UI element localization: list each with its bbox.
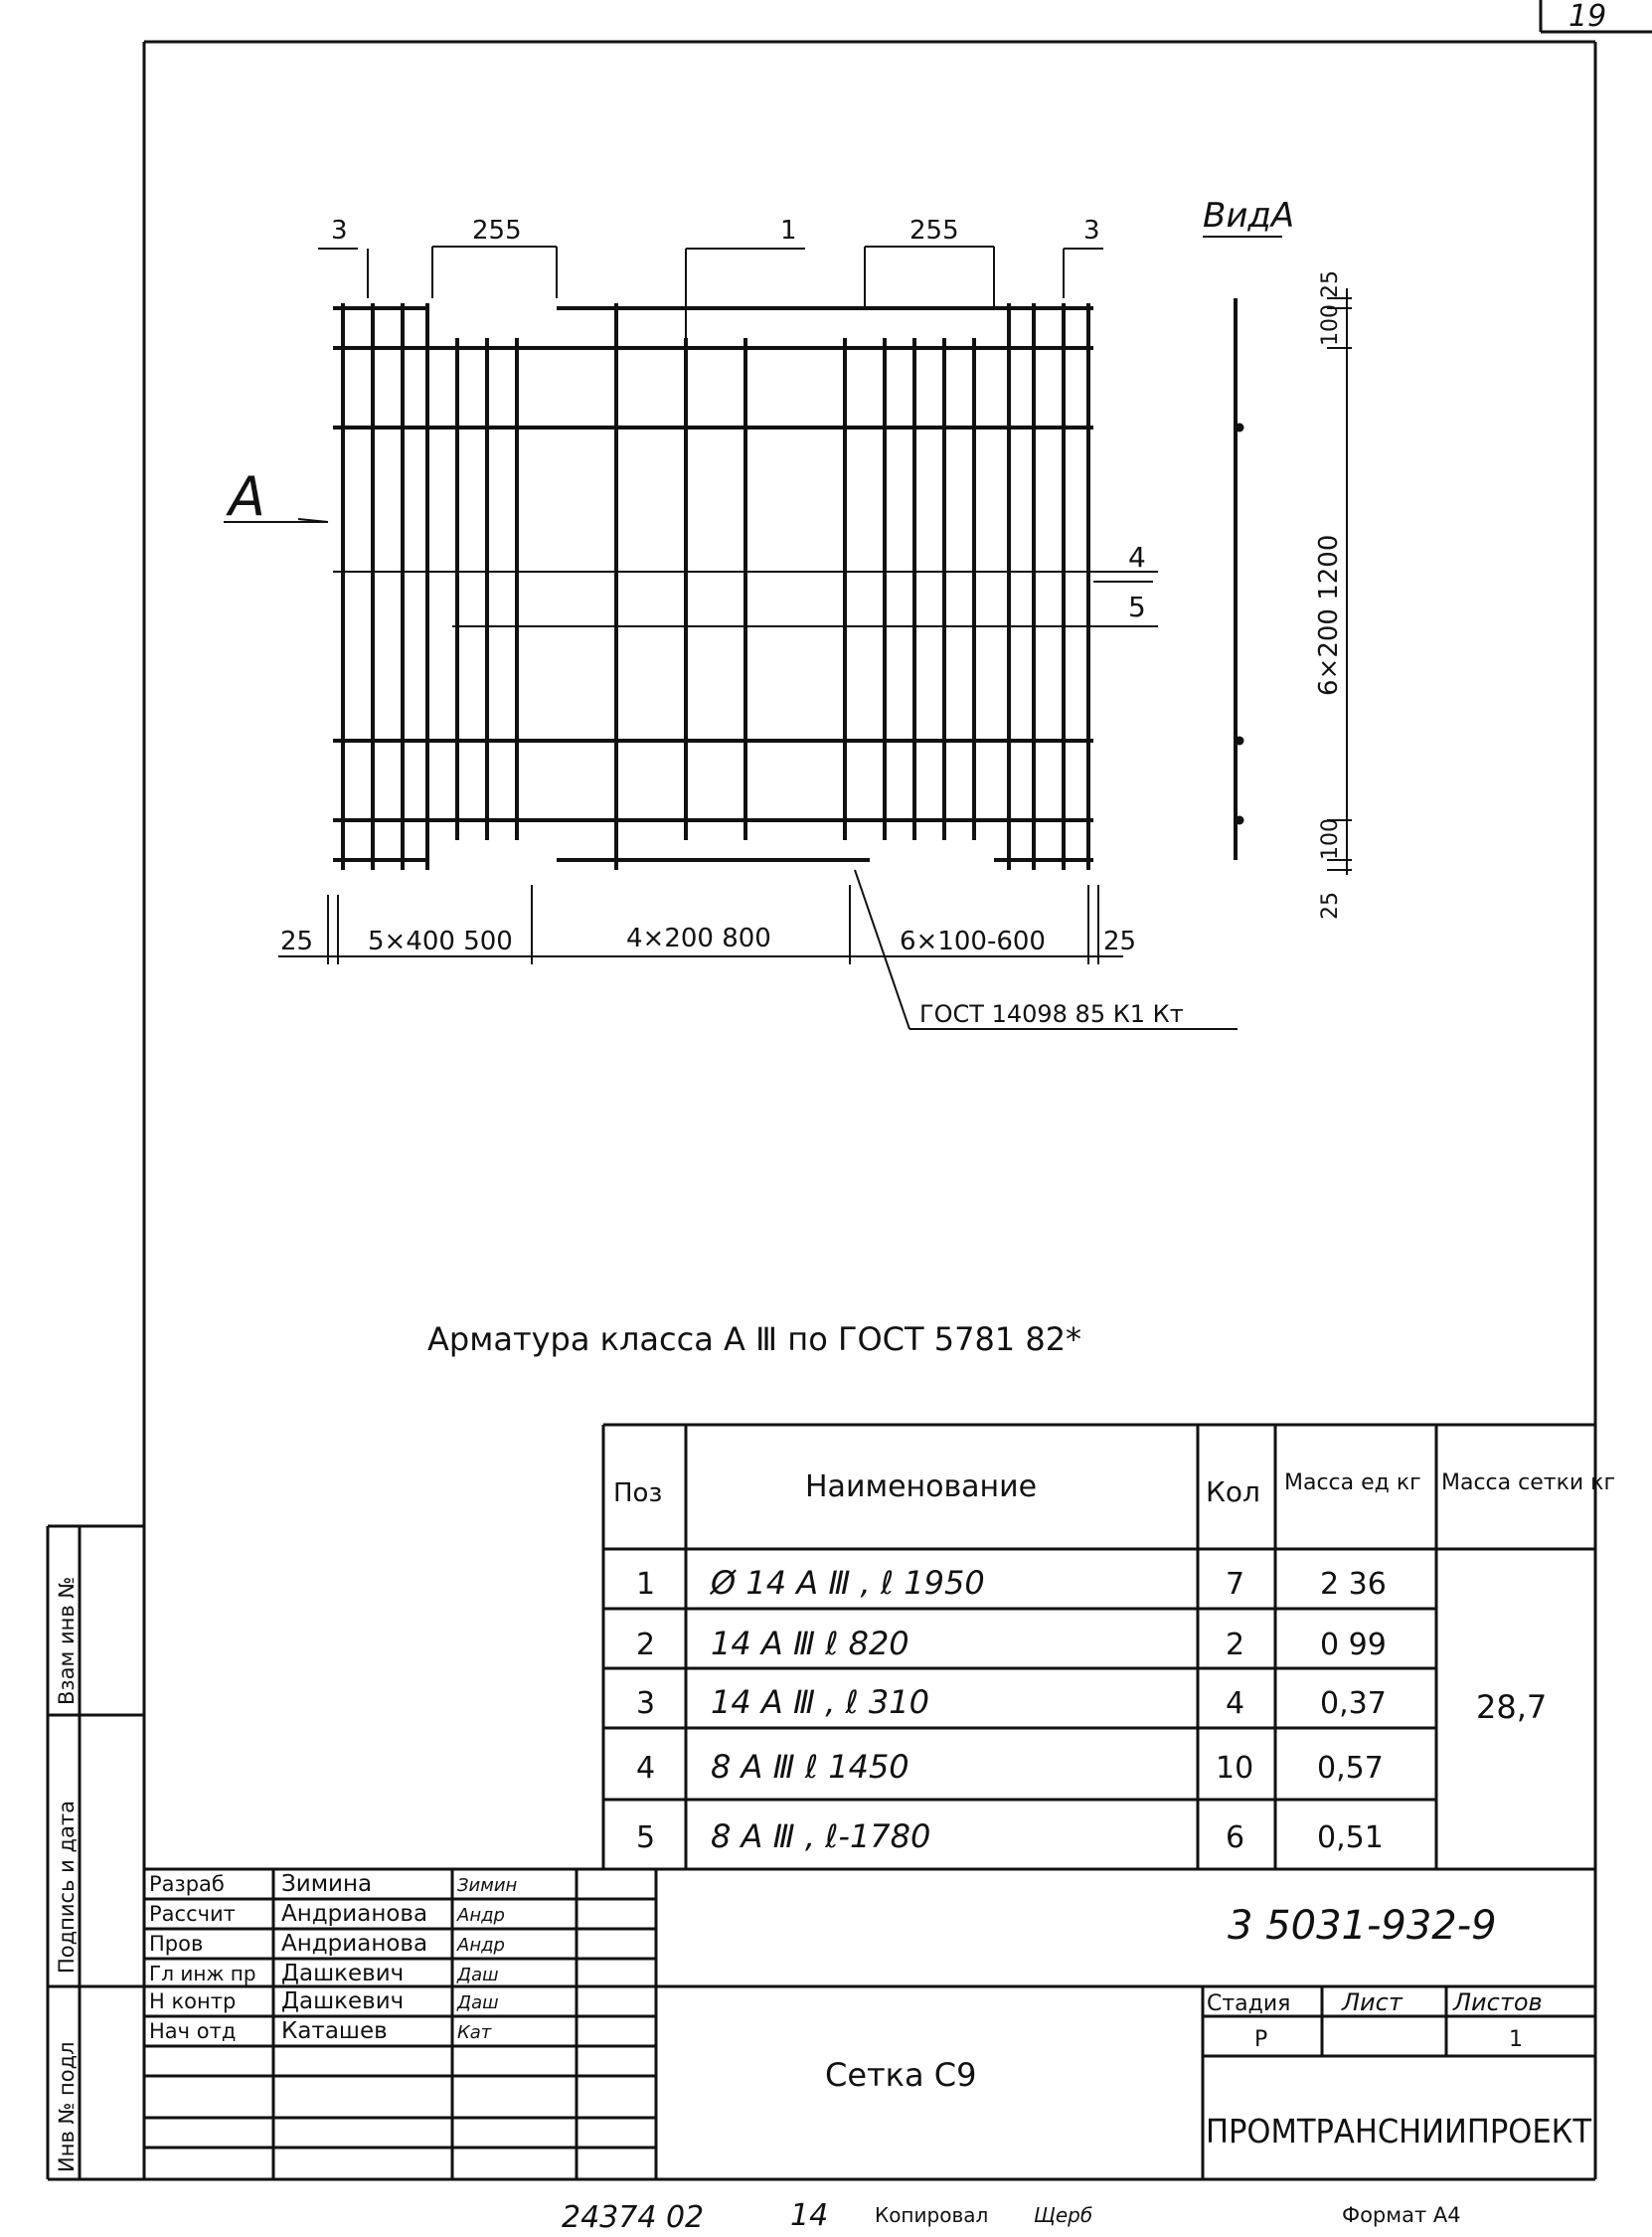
row-qty: 4 (1226, 1686, 1245, 1721)
side-dim-25-bottom: 25 (1318, 892, 1343, 920)
mesh-mass-value: 28,7 (1476, 1688, 1548, 1726)
sig-signature: Зимин (457, 1875, 518, 1896)
row-qty: 10 (1216, 1751, 1254, 1786)
row-qty: 6 (1226, 1820, 1245, 1855)
margin-inv-no-orig: Инв № подл (55, 2041, 79, 2172)
row-qty: 2 (1226, 1628, 1245, 1662)
sig-role: Рассчит (149, 1902, 236, 1926)
view-a-labels (1203, 196, 1344, 920)
bottom-dim-25-left: 25 (280, 927, 314, 956)
drawing-title: Сетка С9 (825, 2056, 977, 2094)
sig-name: Зимина (281, 1871, 373, 1897)
row-unit-mass: 0 99 (1320, 1628, 1387, 1662)
sig-role: Н контр (149, 1989, 237, 2013)
stage-header: Стадия (1207, 1991, 1291, 2016)
mesh-drawing (224, 247, 1238, 1029)
side-dim-6x200: 6×200 1200 (1314, 534, 1344, 696)
row-pos: 5 (636, 1820, 656, 1855)
col-header-unit-mass: Масса ед кг (1284, 1470, 1421, 1495)
sheets-value: 1 (1509, 2027, 1523, 2052)
drawing-labels (226, 216, 1184, 1028)
stage-value: Р (1254, 2027, 1268, 2052)
row-name: 14 А Ⅲ ℓ 820 (711, 1625, 909, 1662)
signature-row (149, 2018, 492, 2044)
row-qty: 7 (1226, 1567, 1245, 1602)
margin-replaced-inv: Взам инв № (55, 1576, 79, 1705)
sig-role: Пров (149, 1932, 204, 1956)
row-unit-mass: 0,51 (1317, 1820, 1384, 1855)
top-dim-lines (318, 247, 1103, 338)
callout-3-right: 3 (1083, 216, 1100, 246)
row-name: 8 А Ⅲ ℓ 1450 (711, 1748, 909, 1786)
row-unit-mass: 0,57 (1317, 1751, 1384, 1786)
col-header-qty: Кол (1206, 1475, 1260, 1508)
row-name: 8 А Ⅲ , ℓ-1780 (711, 1817, 931, 1855)
sig-name: Дашкевич (281, 1988, 405, 2014)
spec-table-header (613, 1469, 1615, 1508)
signature-row (149, 1871, 518, 1897)
gost-weld-note: ГОСТ 14098 85 К1 Кт (919, 1000, 1184, 1028)
col-header-pos: Поз (613, 1478, 663, 1508)
table-row (636, 1748, 1384, 1786)
horizontal-bars (333, 308, 1093, 860)
bottom-dim-6x100: 6×100-600 (900, 927, 1046, 956)
sig-signature: Даш (457, 1992, 499, 2013)
callout-4: 4 (1128, 541, 1146, 574)
callout-5: 5 (1128, 591, 1146, 623)
top-dim-255-right: 255 (909, 216, 959, 246)
row-pos: 4 (636, 1751, 656, 1786)
sig-name: Дашкевич (281, 1961, 405, 1986)
table-row (636, 1817, 1384, 1855)
col-header-name: Наименование (805, 1469, 1038, 1504)
section-marker: A (229, 465, 265, 528)
vertical-bars (343, 303, 1088, 870)
left-margin-labels (55, 1577, 79, 2172)
row-unit-mass: 2 36 (1320, 1567, 1387, 1602)
bottom-dim-25-right: 25 (1103, 927, 1137, 956)
sig-role: Нач отд (149, 2019, 237, 2043)
sig-signature: Даш (457, 1965, 499, 1985)
row-name: Ø 14 А Ⅲ , ℓ 1950 (711, 1564, 985, 1602)
signature-row (149, 1988, 499, 2014)
sig-role: Разраб (149, 1872, 225, 1896)
row-name: 14 А Ⅲ , ℓ 310 (711, 1683, 929, 1721)
sig-role: Гл инж пр (149, 1962, 256, 1985)
format-label: Формат А4 (1342, 2203, 1461, 2227)
copied-signature: Щерб (1034, 2203, 1093, 2227)
sig-signature: Кат (457, 2022, 492, 2043)
title-block-fields (825, 1903, 1592, 2151)
sheet-header: Лист (1342, 1988, 1403, 2016)
sheets-header: Листов (1453, 1988, 1543, 2016)
row-pos: 2 (636, 1628, 656, 1662)
bottom-dim-4x200: 4×200 800 (626, 924, 771, 953)
callout-1: 1 (780, 216, 797, 246)
side-dim-100-top: 100 (1318, 304, 1343, 346)
sig-signature: Андр (457, 1935, 505, 1956)
bottom-dim-5x400: 5×400 500 (368, 927, 513, 956)
organization-name: ПРОМТРАНСНИИПРОЕКТ (1206, 2112, 1592, 2151)
archive-number: 24374 02 (562, 2200, 705, 2235)
view-a-title: ВидА (1203, 196, 1295, 236)
top-dim-255-left: 255 (472, 216, 522, 246)
copied-label: Копировал (875, 2203, 989, 2227)
callout-3-left: 3 (331, 216, 348, 246)
margin-signature-date: Подпись и дата (55, 1801, 79, 1974)
sig-signature: Андр (457, 1905, 505, 1926)
col-header-mesh-mass: Масса сетки кг (1441, 1470, 1616, 1495)
side-dim-100-bottom: 100 (1318, 818, 1343, 860)
rebar-class-note: Арматура класса А Ⅲ по ГОСТ 5781 82* (427, 1320, 1082, 1358)
sig-name: Андрианова (281, 1931, 428, 1957)
footer (562, 2198, 1461, 2235)
row-pos: 1 (636, 1567, 656, 1602)
sig-name: Каташев (281, 2018, 388, 2044)
side-dim-25-top: 25 (1318, 270, 1343, 298)
signature-row (149, 1961, 499, 1986)
sig-name: Андрианова (281, 1901, 428, 1927)
sheet-number: 19 (1569, 0, 1607, 34)
footer-sheet: 14 (790, 2198, 829, 2233)
row-unit-mass: 0,37 (1320, 1686, 1387, 1721)
row-pos: 3 (636, 1686, 656, 1721)
document-code: 3 5031-932-9 (1228, 1903, 1497, 1949)
